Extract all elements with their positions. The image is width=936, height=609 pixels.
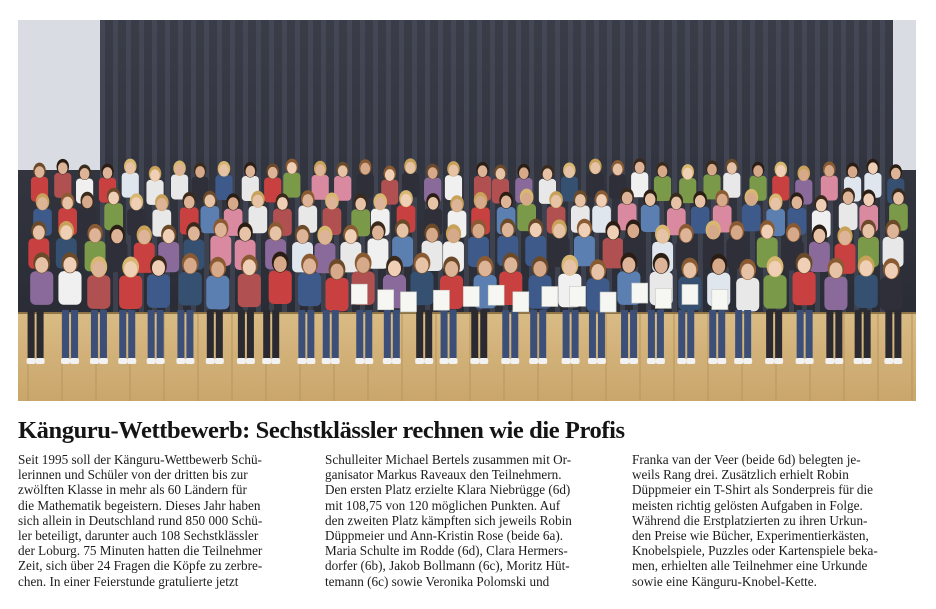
text-line: dorfer (6b), Jakob Bollmann (6c), Moritz Hüt- [325,558,570,574]
text-line: die Mathematik begeistern. Dieses Jahr haben [18,497,261,513]
group-photo-illustration [18,20,916,401]
text-line: Seit 1995 soll der Känguru-Wettbewerb Schü- [18,452,262,467]
student-figure [122,159,139,198]
student-figure [87,256,110,309]
text-line: den zweiten Platz kämpften sich jeweils Robin [325,512,572,528]
text-line: Während die Erstplatzierten zu ihren Urkun- [632,512,868,528]
right-wall [893,20,916,170]
student-figure [357,159,374,198]
student-figure [574,219,595,266]
student-figure [736,259,759,312]
article-column-1 [18,452,310,589]
text-line: weils Rang drei. Zusätzlich erhielt Robin [632,467,849,483]
student-figure [603,221,624,269]
student-figure [312,161,329,200]
text-line: lerinnen und Schüler von der dritten bis zur [18,467,248,483]
student-figure [855,256,878,309]
article-column-3 [632,452,924,589]
text-line: chen. In einer Feierstunde gratulierte jetzt [18,573,239,589]
student-figure [215,161,232,200]
student-figure [104,188,123,230]
text-line: sowie eine Känguru-Knobel-Kette. [632,573,817,589]
student-figure [445,161,462,200]
student-figure [325,259,348,312]
student-figure [179,253,202,305]
student-figure [54,159,71,198]
text-line: ganisator Markus Raveaux den Teilnehmern. [325,467,562,483]
text-line: meisten richtig gelösten Aufgaben in Folge. [632,497,863,513]
student-figure [742,189,761,232]
student-figure [839,188,858,231]
text-line: mit 108,75 von 120 möglichen Punkten. Auf [325,497,561,513]
student-figure [880,258,903,311]
group-photo [18,20,916,401]
text-line: Düppmeier und Ann-Kristin Rose (beide 6a). [325,527,564,543]
article-headline: Känguru-Wettbewerb: Sechstklässler rechnen wie die Profis [18,417,625,444]
student-figure [631,158,648,197]
text-line: temann (6c) sowie Veronika Polomski und [325,573,550,589]
text-line: sich allein in Deutschland rund 850 000 Schü- [18,512,263,528]
text-line: Knobelspiele, Puzzles oder Kartenspiele beka- [632,543,878,559]
article-column-2 [325,452,617,589]
student-figure [824,258,847,311]
text-line: Franka van der Veer (beide 6d) belegten je- [632,452,861,467]
text-line: zwölften Klasse in mehr als 60 Ländern für [18,482,247,498]
student-figure [58,252,81,305]
student-figure [298,254,321,307]
student-figure [147,255,170,308]
text-line: ler beteiligt, darunter auch 108 Sechstklässler [18,527,259,543]
student-figure [30,252,53,305]
student-figure [821,162,838,201]
text-line: Düppmeier ein T-Shirt als Sonderpreis für die [632,482,873,498]
student-figure [283,159,300,198]
student-figure [269,252,292,305]
student-figure [764,256,787,309]
text-line: Zeit, sich über 24 Fragen die Köpfe zu zerbre- [18,558,263,574]
student-figure [238,255,261,308]
text-line: der Loburg. 75 Minuten hatten die Teilnehmer [18,543,263,559]
text-line: den Preise wie Bücher, Experimentierkästen, [632,527,869,543]
text-line: Den ersten Platz erzielte Klara Niebrügge (6d) [325,482,571,498]
text-line: men, erhielten alle Teilnehmer eine Urkunde [632,558,868,574]
student-figure [206,257,229,310]
left-wall [18,20,100,170]
student-figure [793,253,816,306]
student-figure [119,257,142,310]
student-figure [641,189,660,232]
text-line: Maria Schulte im Rodde (6d), Clara Hermers- [325,543,568,559]
text-line: Schulleiter Michael Bertels zusammen mit Or- [325,452,572,467]
